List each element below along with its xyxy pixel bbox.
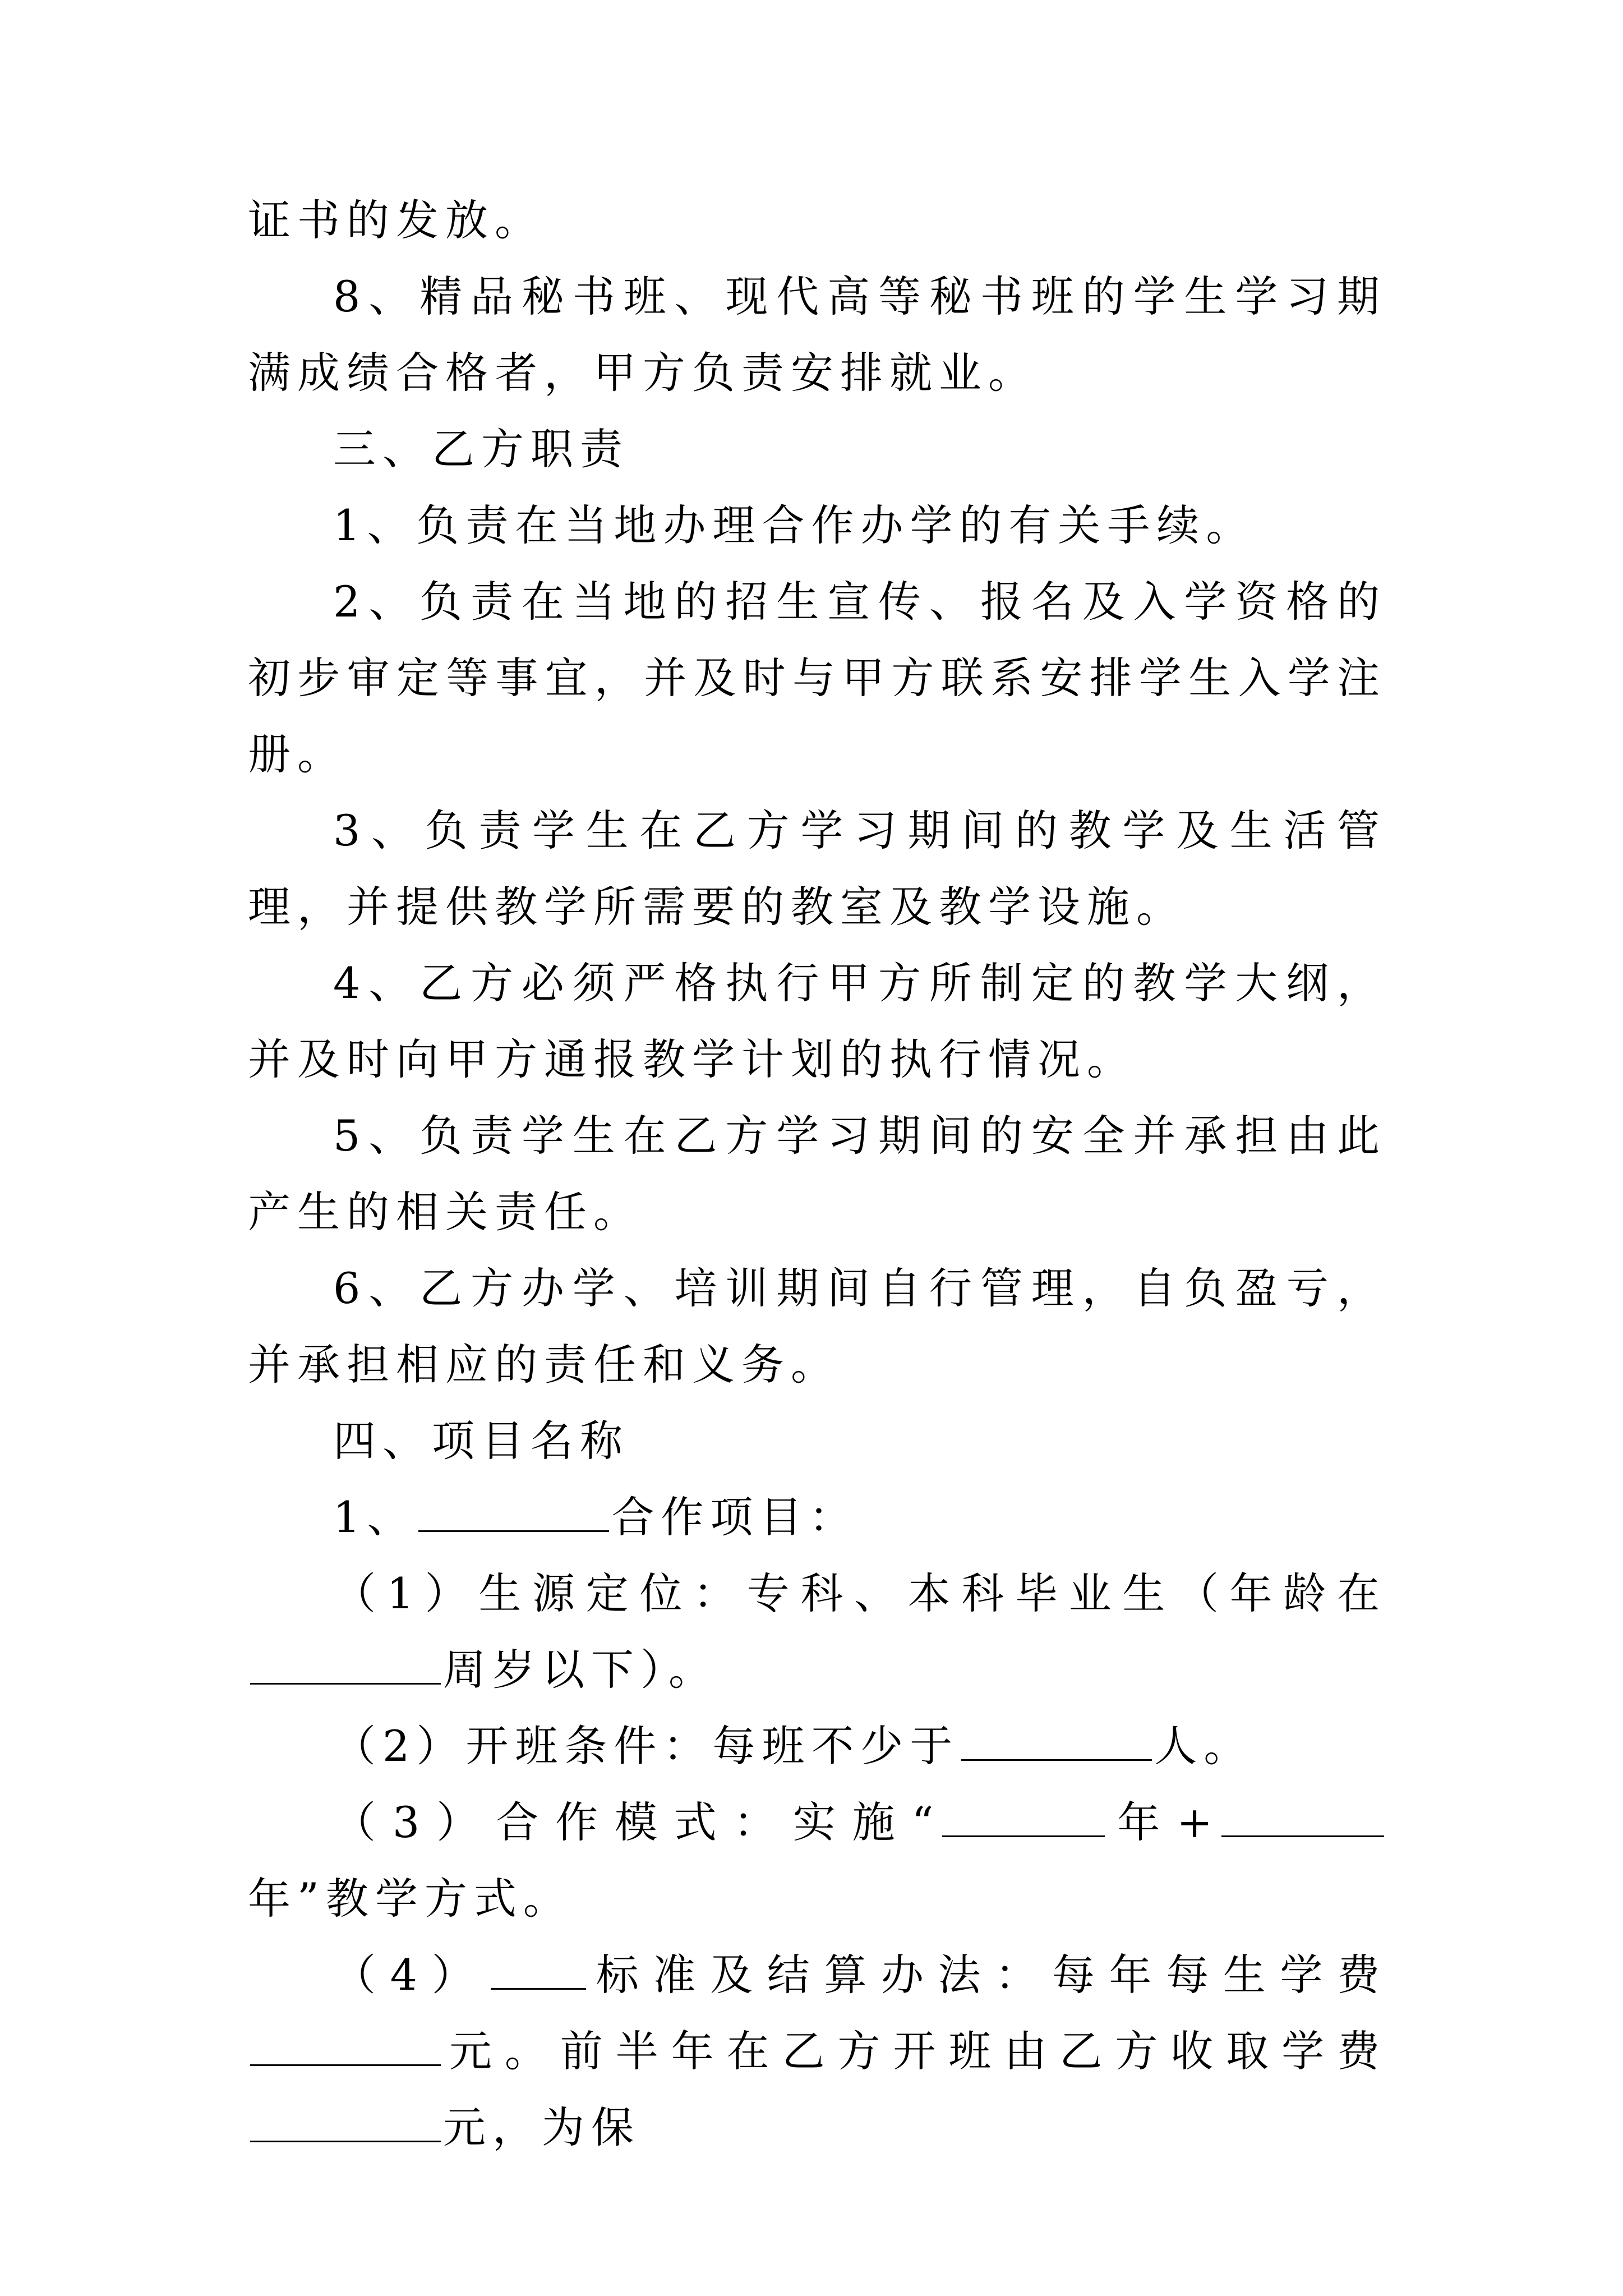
paragraph-duty-2: 2、负责在当地的招生宣传、报名及入学资格的初步审定等事宜，并及时与甲方联系安排学生入学注册。 <box>248 577 1386 779</box>
project-1-prefix: 1、 <box>333 1492 417 1542</box>
paragraph-duty-5: 5、负责学生在乙方学习期间的安全并承担由此产生的相关责任。 <box>248 1111 1386 1237</box>
paragraph-fee-settlement <box>248 1937 1386 2166</box>
fee-settlement-mid2: 元。前半年在乙方开班由乙方收取学费 <box>443 2026 1386 2076</box>
section-heading-project-name: 四、项目名称 <box>333 1416 629 1466</box>
cooperation-mode-prefix: （3）合作模式：实施“ <box>333 1797 940 1847</box>
cooperation-mode-suffix: 年”教学方式。 <box>248 1874 573 1924</box>
paragraph-item-8: 8、精品秘书班、现代高等秘书班的学生学习期满成绩合格者，甲方负责安排就业。 <box>248 272 1386 398</box>
paragraph-duty-3: 3、负责学生在乙方学习期间的教学及生活管理，并提供教学所需要的教室及教学设施。 <box>248 806 1386 932</box>
blank-min-students[interactable] <box>961 1717 1152 1761</box>
paragraph-duty-1: 1、负责在当地办理合作办学的有关手续。 <box>333 500 1256 550</box>
paragraph-cooperation-mode <box>248 1784 1386 1937</box>
blank-first-half-fee[interactable] <box>250 2098 441 2142</box>
paragraph-student-source <box>248 1556 1386 1708</box>
student-source-suffix: 周岁以下）。 <box>443 1645 718 1695</box>
project-1-suffix: 合作项目： <box>611 1492 859 1542</box>
class-condition-prefix: （2）开班条件：每班不少于 <box>333 1721 960 1771</box>
blank-fee-type[interactable] <box>491 1945 586 1990</box>
student-source-prefix: （1）生源定位：专科、本科毕业生（年龄在 <box>333 1568 1386 1618</box>
paragraph-duty-4: 4、乙方必须严格执行甲方所制定的教学大纲，并及时向甲方通报教学计划的执行情况。 <box>248 958 1386 1084</box>
paragraph-class-condition <box>248 1708 1386 1784</box>
fee-settlement-suffix: 元，为保 <box>443 2102 640 2152</box>
blank-years-second[interactable] <box>1221 1793 1384 1837</box>
section-heading-party-b-duties: 三、乙方职责 <box>333 424 629 474</box>
class-condition-suffix: 人。 <box>1154 1721 1253 1771</box>
paragraph-project-1 <box>248 1479 1386 1556</box>
blank-annual-fee[interactable] <box>250 2022 441 2066</box>
paragraph-duty-6: 6、乙方办学、培训期间自行管理，自负盈亏，并承担相应的责任和义务。 <box>248 1263 1386 1389</box>
blank-years-first[interactable] <box>942 1793 1105 1837</box>
fee-settlement-mid1: 标准及结算办法：每年每生学费 <box>588 1950 1386 2000</box>
blank-age-limit[interactable] <box>250 1640 441 1685</box>
cooperation-mode-mid: 年+ <box>1107 1797 1219 1847</box>
document-body <box>248 182 1386 2166</box>
paragraph-continuation: 证书的发放。 <box>248 195 544 245</box>
fee-settlement-prefix: （4） <box>333 1950 489 2000</box>
blank-project-name[interactable] <box>418 1488 609 1532</box>
